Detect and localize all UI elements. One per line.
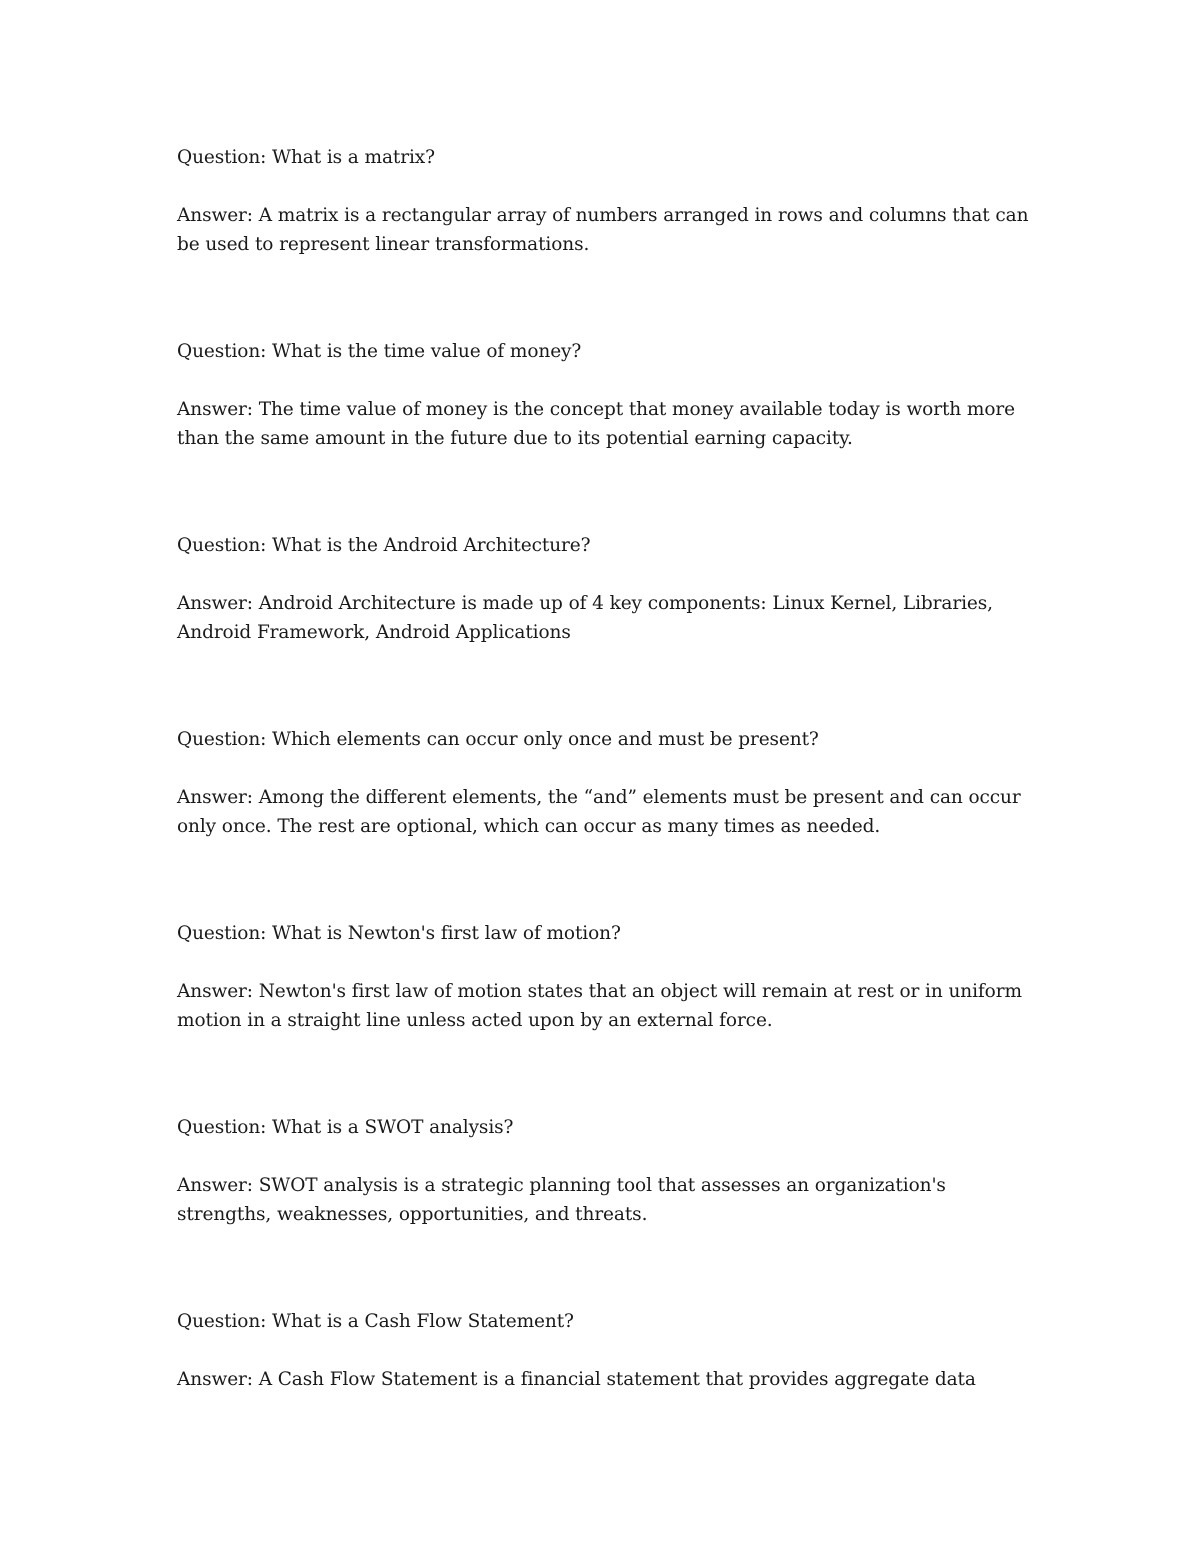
answer-line: Answer: SWOT analysis is a strategic planning tool that assesses an organization's (177, 1175, 946, 1196)
question-text: Question: What is the time value of money? (177, 341, 582, 362)
answer-text (177, 589, 1027, 647)
answer-line: Answer: Android Architecture is made up of 4 key components: Linux Kernel, Libraries, (177, 593, 993, 614)
question-text: Question: What is a SWOT analysis? (177, 1117, 514, 1138)
answer-text (177, 977, 1027, 1035)
qa-item-swot-analysis (177, 1113, 1027, 1229)
answer-line: Android Framework, Android Applications (177, 622, 571, 643)
document-body (177, 143, 1027, 1472)
answer-line: be used to represent linear transformations. (177, 234, 590, 255)
answer-line: Answer: A Cash Flow Statement is a financial statement that provides aggregate data (177, 1369, 976, 1390)
qa-item-cash-flow-statement (177, 1307, 1027, 1394)
qa-item-elements (177, 725, 1027, 841)
question-text: Question: What is the Android Architecture? (177, 535, 591, 556)
answer-line: Answer: The time value of money is the concept that money available today is worth more (177, 399, 1015, 420)
answer-line: than the same amount in the future due to its potential earning capacity. (177, 428, 853, 449)
qa-item-newtons-first-law (177, 919, 1027, 1035)
answer-line: Answer: Newton's first law of motion states that an object will remain at rest or in uniform (177, 981, 1022, 1002)
question-text: Question: What is a matrix? (177, 147, 435, 168)
answer-line: motion in a straight line unless acted upon by an external force. (177, 1010, 773, 1031)
answer-text (177, 201, 1027, 259)
answer-line: Answer: Among the different elements, the “and” elements must be present and can occur (177, 787, 1021, 808)
question-text: Question: Which elements can occur only once and must be present? (177, 729, 819, 750)
question-text: Question: What is Newton's first law of motion? (177, 923, 621, 944)
answer-text (177, 1171, 1027, 1229)
answer-line: only once. The rest are optional, which can occur as many times as needed. (177, 816, 881, 837)
answer-line: Answer: A matrix is a rectangular array of numbers arranged in rows and columns that can (177, 205, 1029, 226)
answer-text (177, 783, 1027, 841)
answer-line: strengths, weaknesses, opportunities, and threats. (177, 1204, 648, 1225)
question-text: Question: What is a Cash Flow Statement? (177, 1311, 574, 1332)
qa-item-matrix (177, 143, 1027, 259)
qa-item-android-architecture (177, 531, 1027, 647)
answer-text (177, 395, 1027, 453)
answer-text (177, 1365, 1027, 1394)
qa-item-time-value-of-money (177, 337, 1027, 453)
